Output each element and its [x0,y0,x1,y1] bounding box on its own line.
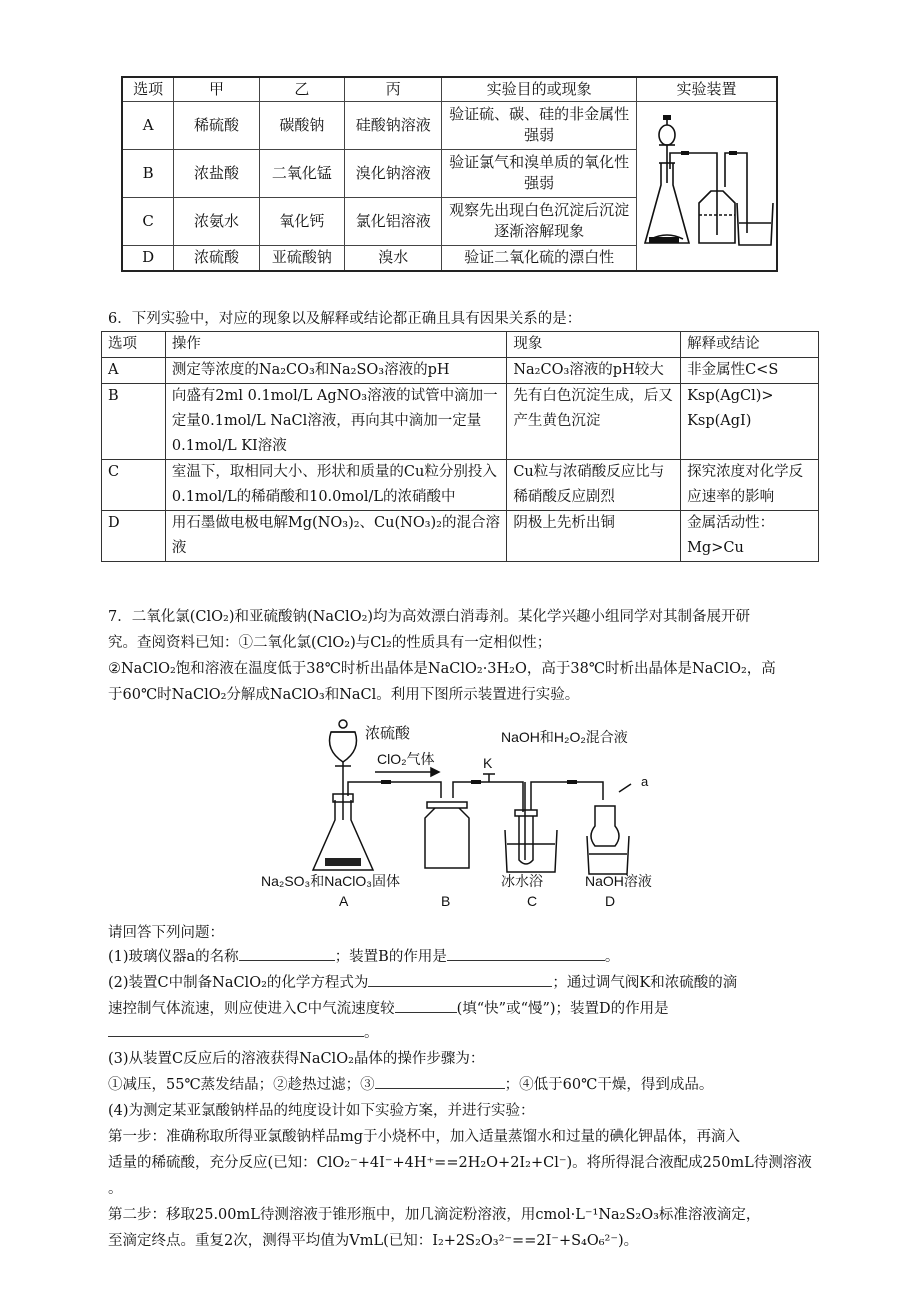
cell: 验证二氧化硫的漂白性 [442,245,637,271]
cell: 亚硫酸钠 [259,245,344,271]
answer-blank[interactable] [395,996,457,1013]
table-row [102,460,819,511]
q7-p2-text-c: 速控制气体流速，则应使进入C中气流速度较 [108,1001,395,1017]
table-header-row [122,77,777,101]
q7-p2-text-d: (填“快”或“慢”)；装置D的作用是 [456,1001,669,1017]
option-cell: B [122,149,174,197]
q7-p3-text-b: ；④低于60℃干燥，得到成品。 [504,1077,714,1093]
q7-p1-text-a: (1)玻璃仪器a的名称 [108,949,239,965]
option-cell: A [122,101,174,149]
label-C: C [527,893,538,909]
header-cell: 现象 [507,332,681,358]
header-cell: 解释或结论 [681,332,819,358]
q7-intro-line3: ②NaClO₂饱和溶液在温度低于38℃时析出晶体是NaClO₂·3H₂O，高于38℃时析出晶体是NaClO₂，高 [108,661,776,677]
label-A: A [339,893,349,909]
header-cell: 丙 [345,77,442,101]
label-ice: 冰水浴 [501,873,543,889]
label-mix: NaOH和H₂O₂混合液 [501,729,628,745]
q7-part3-steps [108,1072,713,1099]
table-row [122,101,777,149]
label-a: a [641,774,649,789]
label-k: K [483,755,493,771]
cell: 浓盐酸 [174,149,259,197]
cell: 浓硫酸 [174,245,259,271]
cell: 溴化钠溶液 [345,149,442,197]
table-row [102,384,819,460]
header-cell: 实验目的或现象 [442,77,637,101]
option-cell: B [102,384,166,460]
q7-part1 [108,944,619,971]
conclusion-cell: 非金属性C<S [681,358,819,384]
q6-table [101,331,819,562]
q7-part2-line3 [108,1020,379,1047]
answer-blank[interactable] [368,970,552,987]
answer-blank[interactable] [375,1072,505,1089]
table-row [102,511,819,562]
answer-blank[interactable] [239,944,335,961]
q7-part4: (4)为测定某亚氯酸钠样品的纯度设计如下实验方案，并进行实验： [108,1103,535,1119]
q7-part2-line2 [108,996,669,1023]
answer-blank[interactable] [108,1020,364,1037]
label-D: D [605,893,616,909]
q7-p2-text-a: (2)装置C中制备NaClO₂的化学方程式为 [108,975,369,991]
header-cell: 甲 [174,77,259,101]
cell: 氯化铝溶液 [345,197,442,245]
q7-apparatus-diagram [255,710,675,910]
operation-cell: 向盛有2ml 0.1mol/L AgNO₃溶液的试管中滴加一定量0.1mol/L NaCl溶液，再向其中滴加一定量0.1mol/L KI溶液 [165,384,506,460]
q7-step1-line3: 。 [108,1181,123,1197]
label-acid: 浓硫酸 [365,725,411,742]
cell: 碳酸钠 [259,101,344,149]
cell: 观察先出现白色沉淀后沉淀逐渐溶解现象 [442,197,637,245]
label-gas: ClO₂气体 [377,751,435,767]
label-naoh: NaOH溶液 [585,873,652,889]
cell: 硅酸钠溶液 [345,101,442,149]
operation-cell: 测定等浓度的Na₂CO₃和Na₂SO₃溶液的pH [165,358,506,384]
q7-part3: (3)从装置C反应后的溶液获得NaClO₂晶体的操作步骤为： [108,1051,485,1067]
q7-p3-text-a: ①减压，55℃蒸发结晶；②趁热过滤；③ [108,1077,375,1093]
option-cell: A [102,358,166,384]
phenomenon-cell: 先有白色沉淀生成，后又产生黄色沉淀 [507,384,681,460]
q7-intro-line1: 7．二氧化氯(ClO₂)和亚硫酸钠(NaClO₂)均为高效漂白消毒剂。某化学兴趣小组同学对其制备展开研 [108,609,751,625]
cell: 氧化钙 [259,197,344,245]
cell: 验证氯气和溴单质的氧化性强弱 [442,149,637,197]
header-cell: 乙 [259,77,344,101]
q7-part2-line1 [108,970,737,997]
phenomenon-cell: Cu粒与浓硝酸反应比与稀硝酸反应剧烈 [507,460,681,511]
q7-intro-line2: 究。查阅资料已知：①二氧化氯(ClO₂)与Cl₂的性质具有一定相似性； [108,635,552,651]
header-cell: 选项 [102,332,166,358]
apparatus-table [121,76,778,272]
q7-step2-line2: 至滴定终点。重复2次，测得平均值为VmL(已知：I₂+2S₂O₃²⁻==2I⁻+S₄O₆²⁻)。 [108,1233,639,1249]
cell: 稀硫酸 [174,101,259,149]
option-cell: C [102,460,166,511]
apparatus-figure [636,101,777,271]
header-cell: 实验装置 [636,77,777,101]
table-header-row [102,332,819,358]
option-cell: D [102,511,166,562]
phenomenon-cell: Na₂CO₃溶液的pH较大 [507,358,681,384]
q7-step2-line1: 第二步：移取25.00mL待测溶液于锥形瓶中，加几滴淀粉溶液，用cmol·L⁻¹Na₂S₂O₃标准溶液滴定， [108,1207,761,1223]
option-cell: D [122,245,174,271]
cell: 溴水 [345,245,442,271]
q7-p1-text-c: 。 [604,949,620,965]
cell: 浓氨水 [174,197,259,245]
label-solid: Na₂SO₃和NaClO₃固体 [261,873,400,889]
header-cell: 选项 [122,77,174,101]
answer-blank[interactable] [447,944,605,961]
q7-intro-line4: 于60℃时NaClO₂分解成NaClO₃和NaCl。利用下图所示装置进行实验。 [108,687,580,703]
q7-step1-line1: 第一步：准确称取所得亚氯酸钠样品mg于小烧杯中，加入适量蒸馏水和过量的碘化钾晶体，再滴入 [108,1129,741,1145]
table-row [102,358,819,384]
option-cell: C [122,197,174,245]
q6-stem: 6．下列实验中，对应的现象以及解释或结论都正确且具有因果关系的是： [108,311,582,327]
operation-cell: 用石墨做电极电解Mg(NO₃)₂、Cu(NO₃)₂的混合溶液 [165,511,506,562]
conclusion-cell: 金属活动性：Mg>Cu [681,511,819,562]
label-B: B [441,893,451,909]
cell: 二氧化锰 [259,149,344,197]
q7-p2-text-e: 。 [364,1025,379,1041]
apparatus-drawing [637,103,776,263]
conclusion-cell: Ksp(AgCl)> Ksp(AgI) [681,384,819,460]
phenomenon-cell: 阴极上先析出铜 [507,511,681,562]
conclusion-cell: 探究浓度对化学反应速率的影响 [681,460,819,511]
cell: 验证硫、碳、硅的非金属性强弱 [442,101,637,149]
q7-p1-text-b: ；装置B的作用是 [334,949,447,965]
q7-p2-text-b: ；通过调气阀K和浓硫酸的滴 [552,975,738,991]
q7-ask: 请回答下列问题： [108,925,224,941]
q7-step1-line2: 适量的稀硫酸，充分反应(已知：ClO₂⁻+4I⁻+4H⁺==2H₂O+2I₂+Cl⁻)。将所得混合液配成250mL待测溶液 [108,1155,812,1171]
header-cell: 操作 [165,332,506,358]
operation-cell: 室温下，取相同大小、形状和质量的Cu粒分别投入0.1mol/L的稀硝酸和10.0mol/L的浓硝酸中 [165,460,506,511]
